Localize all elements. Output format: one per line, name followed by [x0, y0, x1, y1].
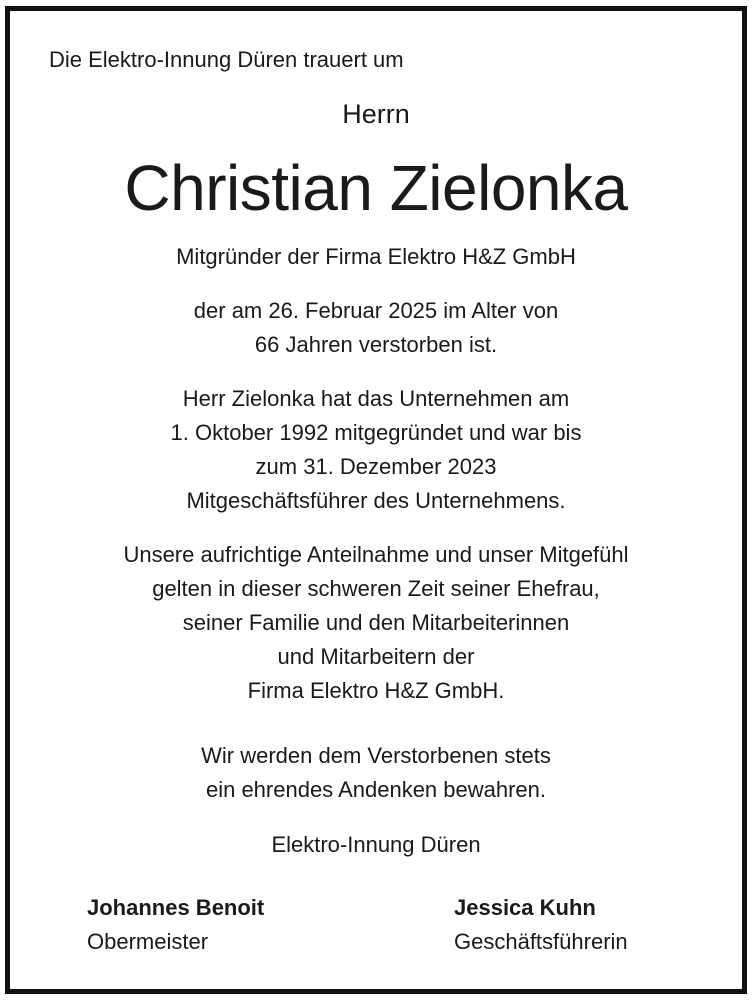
- career-line-3: zum 31. Dezember 2023: [255, 454, 497, 479]
- signatory-name: Jessica Kuhn: [454, 895, 596, 920]
- condolence-line-1: Unsere aufrichtige Anteilnahme und unser Mitgefühl: [123, 542, 629, 567]
- career-line-2: 1. Oktober 1992 mitgegründet und war bis: [170, 420, 582, 445]
- career-line-4: Mitgeschäftsführer des Unternehmens.: [186, 488, 566, 513]
- death-line-1: der am 26. Februar 2025 im Alter von: [193, 298, 559, 323]
- remembrance-line-2: ein ehrendes Andenken bewahren.: [205, 777, 547, 802]
- condolence-line-5: Firma Elektro H&Z GmbH.: [247, 678, 505, 703]
- condolence-line-4: und Mitarbeitern der: [277, 644, 475, 669]
- sender-line: Elektro-Innung Düren: [271, 832, 481, 857]
- death-line-2: 66 Jahren verstorben ist.: [254, 332, 498, 357]
- condolence-line-3: seiner Familie und den Mitarbeiterinnen: [182, 610, 570, 635]
- career-line-1: Herr Zielonka hat das Unternehmen am: [182, 386, 570, 411]
- deceased-name: Christian Zielonka: [124, 152, 628, 224]
- intro-line: Die Elektro-Innung Düren trauert um: [49, 47, 404, 72]
- signatory-title: Geschäftsführerin: [454, 929, 628, 954]
- signatory-name: Johannes Benoit: [87, 895, 265, 920]
- salutation: Herrn: [342, 99, 410, 129]
- condolence-line-2: gelten in dieser schweren Zeit seiner Ehefrau,: [152, 576, 600, 601]
- remembrance-line-1: Wir werden dem Verstorbenen stets: [201, 743, 551, 768]
- role-line: Mitgründer der Firma Elektro H&Z GmbH: [176, 244, 576, 269]
- signatory-title: Obermeister: [87, 929, 209, 954]
